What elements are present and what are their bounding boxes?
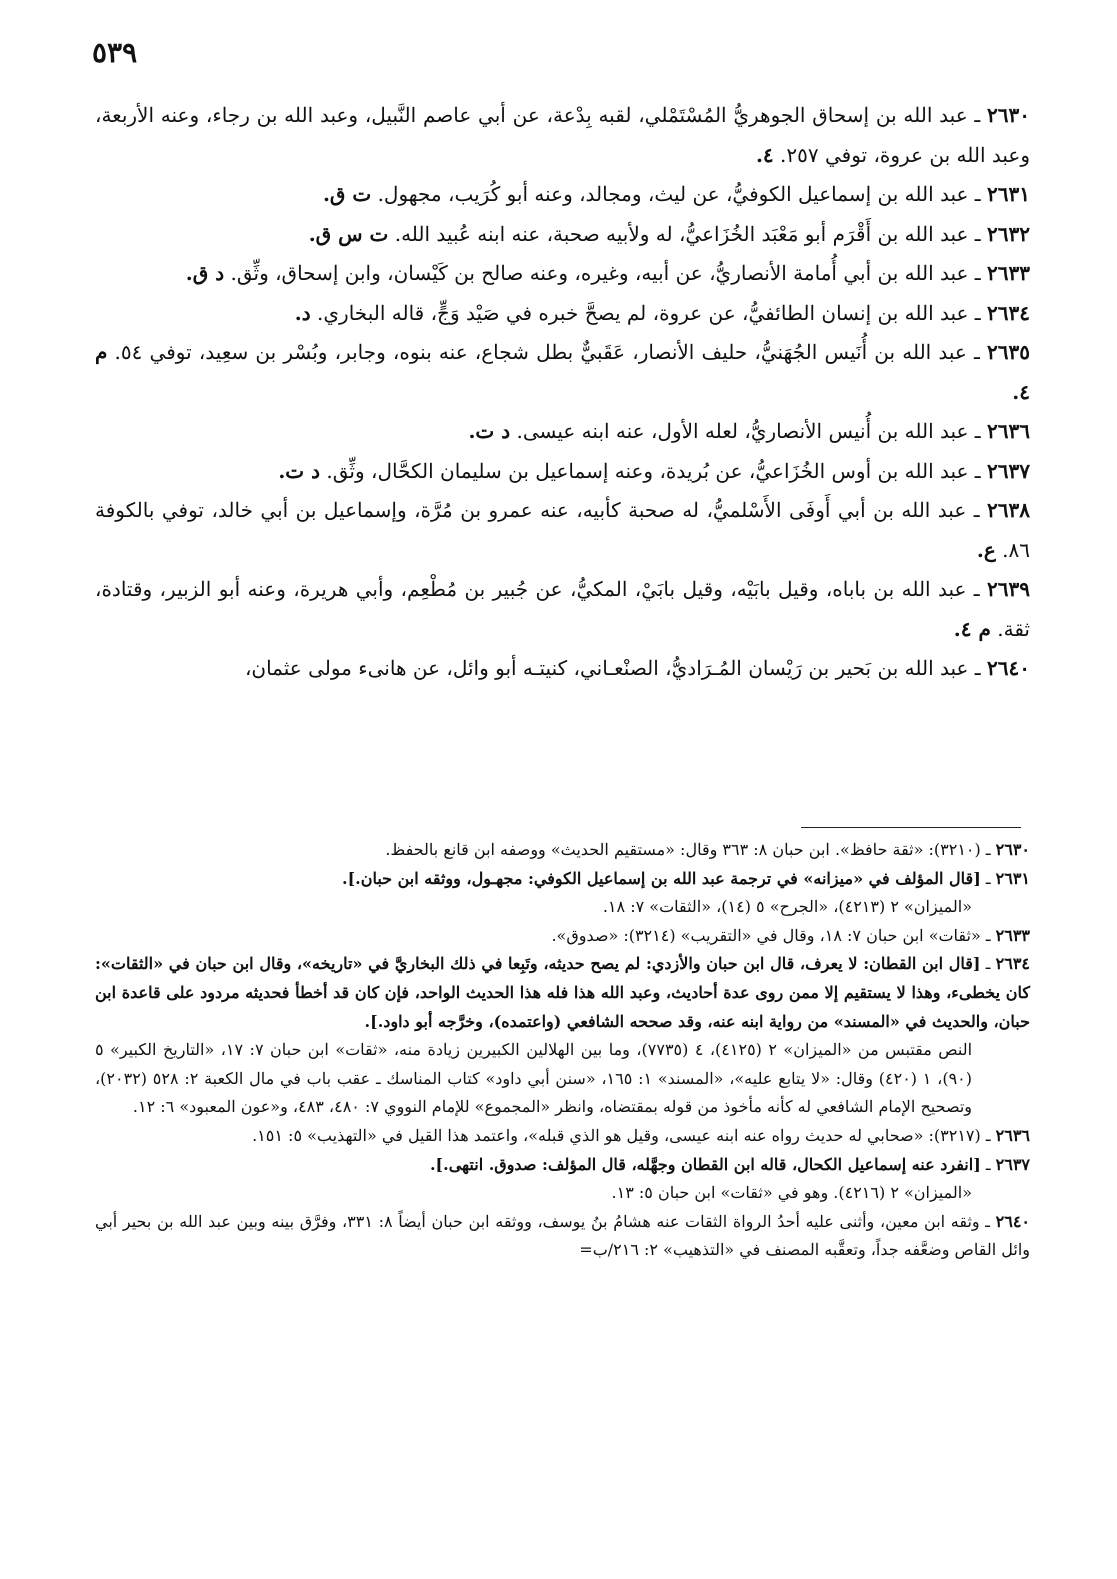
entry-code: د ت.	[468, 419, 511, 443]
entry: ٢٦٣٨ ـ عبد الله بن أبي أَوفَى الأَسْلميُّ، له صحبة كأبيه، عنه عمرو بن مُرَّة، وإسماعيل بن أبي خالد، توفي بالكوفة ٨٦. ع.	[95, 498, 1030, 562]
entry: ٢٦٣٩ ـ عبد الله بن باباه، وقيل بابَيْه، وقيل بابَيْ، المكيُّ، عن جُبير بن مُطْعِم، وأبي هريرة، وعنه أبو الزبير، وقتادة، ثقة. م ٤.	[95, 577, 1031, 641]
footnotes	[95, 836, 1030, 1265]
entry-text: عبد الله بن أوس الخُزَاعيُّ، عن بُريدة، وعنه إسماعيل بن سليمان الكحَّال، وثِّق.	[326, 458, 969, 483]
entry-code: د.	[294, 300, 311, 325]
entry-text: عبد الله بن باباه، وقيل بابَيْه، وقيل بابَيْ، المكيُّ، عن جُبير بن مُطْعِم، وأبي هريرة، وعنه أبو الزبير، وقتادة، ثقة.	[95, 577, 1030, 641]
footnote: ٢٦٤٠ ـ وثقه ابن معين، وأثنى عليه أحدُ الرواة الثقات عنه هشامُ بنُ يوسف، ووثقه ابن حبان أيضاً ٨: ٣٣١، وفرَّق بينه وبين عبد الله بن بحير أبي وائل القاص وضعَّفه جداً، وتعقَّبه المصنف في «التذهيب» ٢: ٢١٦/ب=	[95, 1211, 1031, 1260]
footnote-source: النص مقتبس من «الميزان» ٢ (٤١٢٥)، ٤ (٧٧٣٥)، وما بين الهلالين الكبيرين زيادة منه، «ثقات» ابن حبان ٧: ١٧، «التاريخ الكبير» ٥ (٩٠)، ١ (٤٢٠) وقال: «لا يتابع عليه»، «المسند» ١: ١٦٥، «سنن أبي داود» كتاب المناسك ـ عقب باب في مال الكعبة ٢: ٥٢٨ (٢٠٣٢)، وتصحيح الإمام الشافعي له كأنه مأخوذ من قوله بمقتضاه، وانظر «المجموع» للإمام النووي ٧: ٤٨٠، ٤٨٣، و«عون المعبود» ٦: ١٢.	[95, 1040, 973, 1117]
entry: ٢٦٣٤ ـ عبد الله بن إنسان الطائفيُّ، عن عروة، لم يصحَّ خبره في صَيْد وَجٍّ، قاله البخاري. د.	[294, 300, 1030, 325]
entry: ٢٦٣٧ ـ عبد الله بن أوس الخُزَاعيُّ، عن بُريدة، وعنه إسماعيل بن سليمان الكحَّال، وثِّق. د ت.	[278, 458, 1030, 483]
entry-code: م ٤.	[953, 616, 991, 641]
footnote-number: ٢٦٤٠	[995, 1211, 1031, 1231]
entry-number: ٢٦٣٢	[987, 221, 1030, 246]
entry-number: ٢٦٣٧	[987, 458, 1030, 483]
entry: ٢٦٣٢ ـ عبد الله بن أَقْرَم أبو مَعْبَد الخُزَاعيُّ، له ولأبيه صحبة، عنه ابنه عُبيد الله. ت س ق.	[308, 221, 1030, 246]
entry-number: ٢٦٣٨	[987, 498, 1030, 522]
entry-number: ٢٦٣١	[987, 182, 1030, 206]
entry-number: ٢٦٣٤	[987, 300, 1030, 325]
footnote-number: ٢٦٣٣	[995, 925, 1030, 945]
footnote: ٢٦٣٣ ـ «ثقات» ابن حبان ٧: ١٨، وقال في «التقريب» (٣٢١٤): «صدوق».	[551, 925, 1030, 945]
footnote-text: «ثقات» ابن حبان ٧: ١٨، وقال في «التقريب» (٣٢١٤): «صدوق».	[551, 925, 981, 945]
entry-code: د ت.	[278, 458, 321, 483]
footnote-number: ٢٦٣١	[995, 868, 1030, 888]
entry-code: م ٤.	[95, 340, 1030, 404]
entry-text: عبد الله بن إنسان الطائفيُّ، عن عروة، لم يصحَّ خبره في صَيْد وَجٍّ، قاله البخاري.	[317, 300, 969, 325]
entry-code: ع.	[976, 537, 996, 562]
footnote: ٢٦٣٦ ـ (٣٢١٧): «صحابي له حديث رواه عنه ابنه عيسى، وقيل هو الذي قبله»، واعتمد هذا القيل في «التهذيب» ٥: ١٥١.	[252, 1125, 1030, 1145]
footnote-number: ٢٦٣٦	[995, 1125, 1030, 1145]
entry: ٢٦٣٦ ـ عبد الله بن أُنيس الأنصاريُّ، لعله الأول، عنه ابنه عيسى. د ت.	[468, 419, 1030, 443]
entry-number: ٢٦٣٥	[987, 340, 1030, 364]
entry: ٢٦٣٠ ـ عبد الله بن إسحاق الجوهريُّ المُسْتَمْلي، لقبه بِدْعة، عن أبي عاصم النَّبيل، وعبد الله بن رجاء، وعنه الأربعة، وعبد الله بن عروة، توفي ٢٥٧. ٤.	[95, 103, 1030, 167]
footnote-number: ٢٦٣٤	[995, 954, 1031, 974]
entry-text: عبد الله بن أُنيس الأنصاريُّ، لعله الأول، عنه ابنه عيسى.	[516, 419, 969, 443]
entry-text: عبد الله بن إسماعيل الكوفيُّ، عن ليث، ومجالد، وعنه أبو كُرَيب، مجهول.	[377, 182, 969, 206]
footnote: ٢٦٣١ ـ [قال المؤلف في «ميزانه» في ترجمة عبد الله بن إسماعيل الكوفي: مجهـول، ووثقه ابن حبان.].	[342, 868, 1030, 888]
entry-number: ٢٦٣٦	[987, 419, 1030, 443]
entry-code: د ق.	[185, 261, 225, 285]
footnote: ٢٦٣٤ ـ [قال ابن القطان: لا يعرف، قال ابن حبان والأزدي: لم يصح حديثه، وتَبِعا في ذلك البخاريَّ في «تاريخه»، وقال ابن حبان في «الثقات»: كان يخطىء، وهذا لا يستقيم إلا ممن روى عدة أحاديث، وعبد الله هذا فله هذا الحديث الواحد، فإن كان قد أخطأ فحديثه مردود على قاعدة ابن حبان، والحديث في «المسند» من رواية ابنه عنه، وقد صححه الشافعي (واعتمده)، وخرَّجه أبو داود.].	[95, 954, 1031, 1031]
entry-number: ٢٦٣٣	[987, 261, 1030, 285]
footnote-text: [قال المؤلف في «ميزانه» في ترجمة عبد الله بن إسماعيل الكوفي: مجهـول، ووثقه ابن حبان.].	[342, 868, 981, 888]
footnote-number: ٢٦٣٠	[995, 840, 1030, 859]
entry-text: عبد الله بن أبي أُمامة الأنصاريُّ، عن أبيه، وغيره، وعنه صالح بن كَيْسان، وابن إسحاق، وثِّق.	[230, 261, 969, 285]
footnote-text: [قال ابن القطان: لا يعرف، قال ابن حبان والأزدي: لم يصح حديثه، وتَبِعا في ذلك البخاريَّ في «تاريخه»، وقال ابن حبان في «الثقات»: كان يخطىء، وهذا لا يستقيم إلا ممن روى عدة أحاديث، وعبد الله هذا فله هذا الحديث الواحد، فإن كان قد أخطأ فحديثه مردود على قاعدة ابن حبان، والحديث في «المسند» من رواية ابنه عنه، وقد صححه الشافعي (واعتمده)، وخرَّجه أبو داود.].	[95, 954, 1030, 1031]
entry-number: ٢٦٣٠	[987, 103, 1030, 127]
footnote: ٢٦٣٠ ـ (٣٢١٠): «ثقة حافظ». ابن حبان ٨: ٣٦٣ وقال: «مستقيم الحديث» ووصفه ابن قانع بالحفظ.	[385, 840, 1030, 859]
entry: ٢٦٣١ ـ عبد الله بن إسماعيل الكوفيُّ، عن ليث، ومجالد، وعنه أبو كُرَيب، مجهول. ت ق.	[322, 182, 1030, 206]
entry-text: عبد الله بن أُنَيس الجُهَنيُّ، حليف الأنصار، عَقَبيٌّ بطل شجاع، عنه بنوه، وجابر، وبُسْر بن سعِيد، توفي ٥٤.	[114, 340, 967, 364]
footnote-number: ٢٦٣٧	[995, 1154, 1030, 1174]
page-number: ٥٣٩	[92, 36, 138, 69]
entry: ٢٦٤٠ ـ عبد الله بن بَحير بن رَيْسان المُـرَاديُّ، الصنْعـاني، كنيتـه أبو وائل، عن هانىء مولى عثمان،	[244, 656, 1030, 680]
footnote-text: (٣٢١٧): «صحابي له حديث رواه عنه ابنه عيسى، وقيل هو الذي قبله»، واعتمد هذا القيل في «التهذيب» ٥: ١٥١.	[252, 1125, 981, 1145]
entry-text: عبد الله بن إسحاق الجوهريُّ المُسْتَمْلي، لقبه بِدْعة، عن أبي عاصم النَّبيل، وعبد الله بن رجاء، وعنه الأربعة، وعبد الله بن عروة، توفي ٢٥٧.	[95, 103, 1030, 167]
footnote: ٢٦٣٧ ـ [انفرد عنه إسماعيل الكحال، قاله ابن القطان وجهَّله، قال المؤلف: صدوق. انتهى.].	[429, 1154, 1030, 1174]
entry-number: ٢٦٣٩	[987, 577, 1031, 601]
entry-code: ٤.	[755, 142, 774, 167]
entry: ٢٦٣٥ ـ عبد الله بن أُنَيس الجُهَنيُّ، حليف الأنصار، عَقَبيٌّ بطل شجاع، عنه بنوه، وجابر، وبُسْر بن سعِيد، توفي ٥٤. م ٤.	[95, 340, 1030, 404]
footnote-text: (٣٢١٠): «ثقة حافظ». ابن حبان ٨: ٣٦٣ وقال: «مستقيم الحديث» ووصفه ابن قانع بالحفظ.	[385, 840, 981, 859]
footnote-text: وثقه ابن معين، وأثنى عليه أحدُ الرواة الثقات عنه هشامُ بنُ يوسف، ووثقه ابن حبان أيضاً ٨: ٣٣١، وفرَّق بينه وبين عبد الله بن بحير أبي وائل القاص وضعَّفه جداً، وتعقَّبه المصنف في «التذهيب» ٢: ٢١٦/ب=	[95, 1211, 1030, 1260]
entry: ٢٦٣٣ ـ عبد الله بن أبي أُمامة الأنصاريُّ، عن أبيه، وغيره، وعنه صالح بن كَيْسان، وابن إسحاق، وثِّق. د ق.	[185, 261, 1030, 285]
footnote-source: «الميزان» ٢ (٤٢١٦). وهو في «ثقات» ابن حبان ٥: ١٣.	[611, 1183, 972, 1203]
entry-code: ت ق.	[322, 182, 372, 206]
footnote-text: [انفرد عنه إسماعيل الكحال، قاله ابن القطان وجهَّله، قال المؤلف: صدوق. انتهى.].	[429, 1154, 981, 1174]
entry-code: ت س ق.	[308, 221, 389, 246]
entry-text: عبد الله بن أبي أَوفَى الأَسْلميُّ، له صحبة كأبيه، عنه عمرو بن مُرَّة، وإسماعيل بن أبي خالد، توفي بالكوفة ٨٦.	[95, 498, 1030, 562]
entry-text: عبد الله بن أَقْرَم أبو مَعْبَد الخُزَاعيُّ، له ولأبيه صحبة، عنه ابنه عُبيد الله.	[394, 221, 969, 246]
footnote-source: «الميزان» ٢ (٤٢١٣)، «الجرح» ٥ (١٤)، «الثقات» ٧: ١٨.	[602, 897, 972, 917]
entry-number: ٢٦٤٠	[987, 656, 1030, 680]
entry-text: عبد الله بن بَحير بن رَيْسان المُـرَاديُّ، الصنْعـاني، كنيتـه أبو وائل، عن هانىء مولى عثمان،	[244, 656, 969, 680]
footnote-divider	[801, 827, 1021, 828]
main-text	[95, 96, 1030, 689]
